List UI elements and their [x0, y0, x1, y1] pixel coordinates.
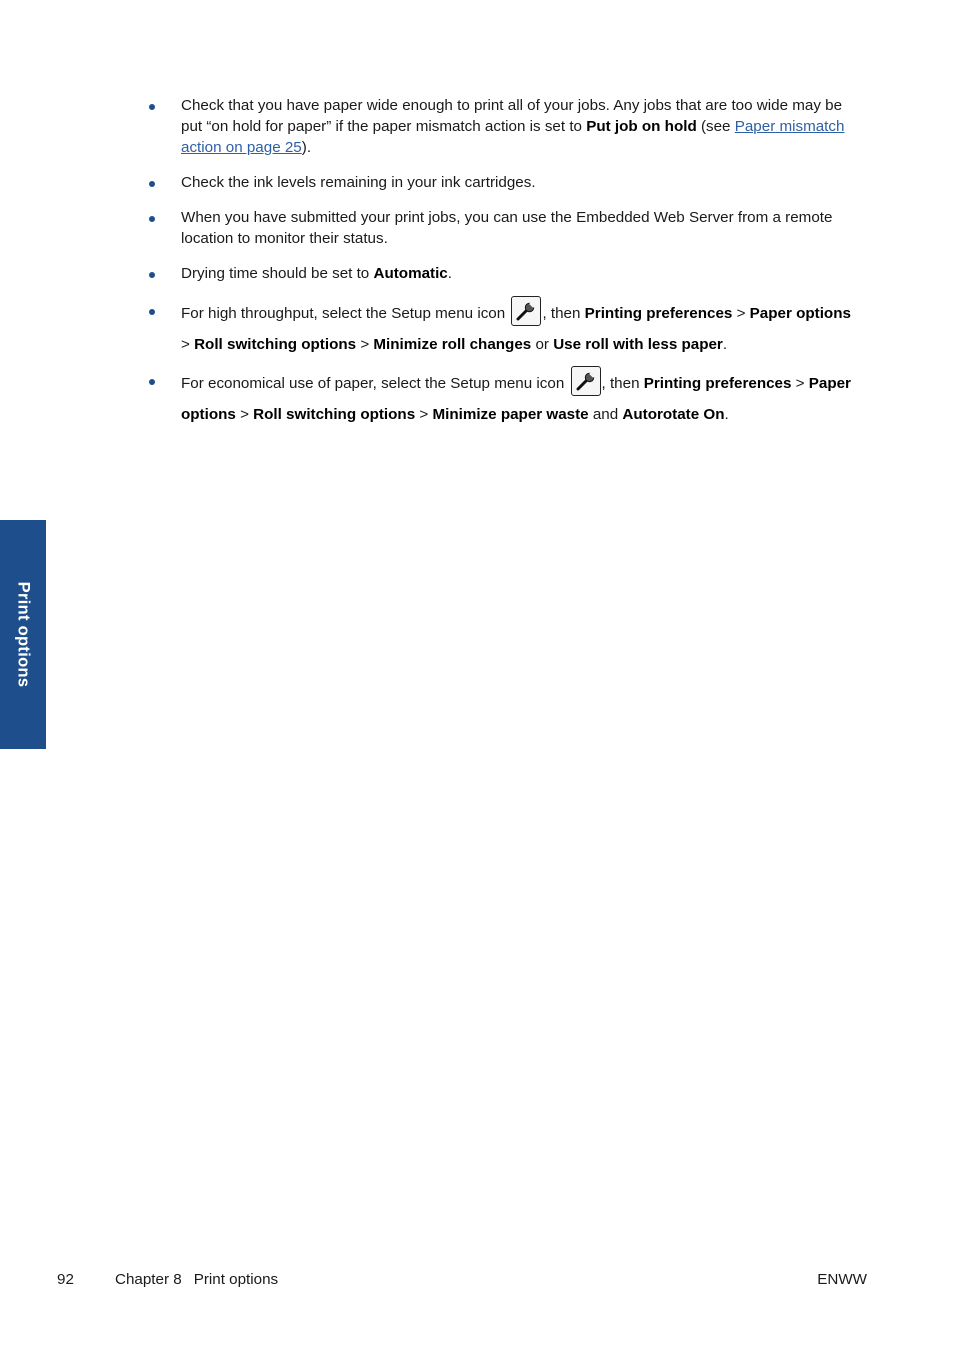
bullet-text: >	[732, 305, 750, 322]
side-tab	[0, 520, 46, 749]
page-content	[146, 95, 864, 438]
wrench-icon	[571, 366, 601, 396]
list-item	[146, 207, 864, 249]
bullet-text: .	[724, 406, 729, 423]
bullet-icon	[149, 309, 155, 315]
tips-list	[146, 95, 864, 430]
bullet-text: Check that you have paper wide enough to print all of your jobs. Any jobs that are too wide may be put “on hold for paper” if the paper mismatch action is set to	[181, 97, 843, 135]
bullet-bold: Minimize roll changes	[373, 336, 532, 353]
bullet-bold: Paper options	[749, 305, 851, 322]
bullet-bold: Minimize paper waste	[432, 406, 589, 423]
bullet-text: and	[588, 406, 623, 423]
chapter-label: Chapter 8	[115, 1271, 182, 1288]
bullet-bold: Printing preferences	[643, 375, 792, 392]
bullet-text: ).	[301, 139, 312, 156]
bullet-text: >	[181, 336, 195, 353]
bullet-text: >	[415, 406, 433, 423]
bullet-icon	[149, 216, 155, 222]
list-item	[146, 95, 864, 158]
bullet-text: >	[235, 406, 254, 423]
chapter-title: Print options	[193, 1271, 279, 1288]
wrench-icon	[511, 296, 541, 326]
footer-chapter	[115, 1271, 278, 1288]
bullet-bold: Put job on hold	[586, 118, 697, 135]
list-item	[146, 172, 864, 193]
bullet-text: Drying time should be set to	[181, 265, 374, 282]
bullet-text: .	[722, 336, 728, 353]
bullet-text: >	[791, 375, 809, 392]
bullet-text: >	[356, 336, 374, 353]
bullet-text: .	[447, 265, 452, 282]
bullet-bold: Paper options	[181, 375, 851, 423]
bullet-bold: Automatic	[373, 265, 448, 282]
bullet-text: (see	[696, 118, 735, 135]
bullet-text: For economical use of paper, select the Setup menu icon	[181, 375, 569, 392]
bullet-text: For high throughput, select the Setup menu icon	[181, 305, 510, 322]
page-number: 92	[57, 1271, 74, 1288]
side-tab-label: Print options	[14, 581, 33, 688]
bullet-text: , then	[542, 305, 585, 322]
bullet-text: or	[531, 336, 554, 353]
list-item	[146, 298, 864, 360]
bullet-icon	[149, 181, 155, 187]
bullet-icon	[149, 272, 155, 278]
bullet-bold: Roll switching options	[253, 406, 416, 423]
list-item	[146, 263, 864, 284]
bullet-bold: Autorotate On	[622, 406, 725, 423]
bullet-icon	[149, 104, 155, 110]
bullet-bold: Use roll with less paper	[553, 336, 723, 353]
bullet-text: When you have submitted your print jobs, you can use the Embedded Web Server from a remote location to monitor their status.	[181, 209, 833, 247]
footer-edition: ENWW	[817, 1271, 867, 1288]
bullet-bold: Printing preferences	[584, 305, 733, 322]
bullet-bold: Roll switching options	[194, 336, 357, 353]
bullet-text: , then	[601, 375, 644, 392]
bullet-icon	[149, 379, 155, 385]
bullet-text: Check the ink levels remaining in your ink cartridges.	[181, 174, 536, 191]
list-item	[146, 368, 864, 430]
paper-mismatch-link[interactable]: Paper mismatch action on page 25	[181, 118, 845, 156]
